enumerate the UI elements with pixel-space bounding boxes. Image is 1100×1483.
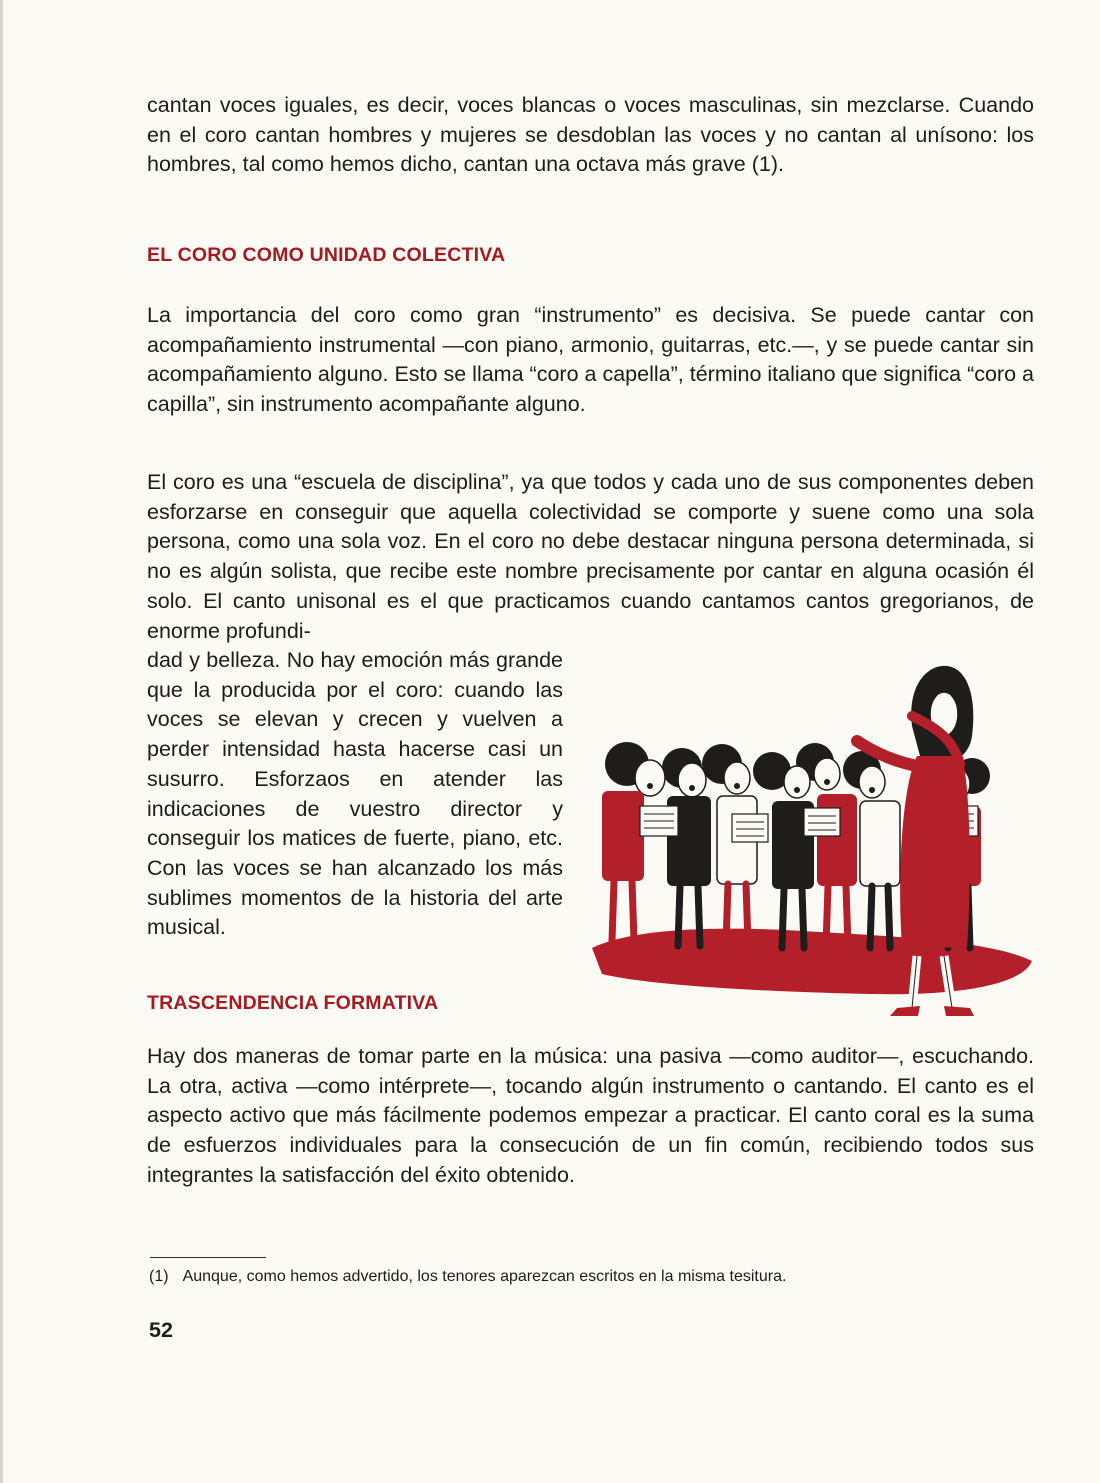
heading-coro-unidad-colectiva: EL CORO COMO UNIDAD COLECTIVA — [147, 244, 506, 266]
page-number: 52 — [149, 1318, 173, 1342]
footnote-divider — [150, 1257, 266, 1258]
paragraph-maneras-musica: Hay dos maneras de tomar parte en la música: una pasiva —como auditor—, escuchando. La otra, activa —como intérprete—, tocando algún instrumento o cantando. El canto es el aspecto activo que más fácilmente podemos empezar a practicar. El canto coral es la suma de esfuerzos individuales para la consecución de un fin común, recibiendo todos sus integrantes la satisfacción del éxito obtenido. — [147, 1044, 1034, 1187]
paragraph-voices: cantan voces iguales, es decir, voces blancas o voces masculinas, sin mezclarse. Cuando en el coro cantan hombres y mujeres se desdoblan las voces y no cantan al unísono: los hombres, tal como hemos dicho, cantan una octava más grave (1). — [147, 93, 1034, 177]
children-choir-with-conductor-icon — [572, 656, 1038, 1026]
footnote-mark: (1) — [149, 1268, 169, 1285]
paragraph-emocion: dad y belleza. No hay emoción más grande que la producida por el coro: cuando las voces se elevan y crecen y vuelven a perder intensidad hasta hacerse casi un susurro. Esforzaos en atender las indicaciones de vuestro director y conseguir los matices de fuerte, piano, etc. Con las voces se han alcanzado los más sublimes momentos de la historia del arte musical. — [147, 648, 563, 940]
paragraph-instrumento: La importancia del coro como gran “instrumento” es decisiva. Se puede cantar con acompañamiento instrumental —con piano, armonio, guitarras, etc.—, y se puede cantar sin acompañamiento alguno. Esto se llama “coro a capella”, término italiano que significa “coro a capilla”, sin instrumento acompañante alguno. — [147, 303, 1034, 417]
paragraph-disciplina: El coro es una “escuela de disciplina”, ya que todos y cada uno de sus componentes deben esforzarse en conseguir que aquella colectividad se comporte y suene como una sola persona, como una sola voz. En el coro no debe destacar ninguna persona determinada, si no es algún solista, que recibe este nombre precisamente por cantar en alguna ocasión él solo. El canto unisonal es el que practicamos cuando cantamos cantos gregorianos, de enorme profundi- — [147, 470, 1034, 643]
page-edge-shadow — [0, 0, 3, 1483]
footnote-text: Aunque, como hemos advertido, los tenores aparezcan escritos en la misma tesitura. — [182, 1268, 787, 1285]
footnote — [149, 1268, 1039, 1286]
heading-trascendencia-formativa: TRASCENDENCIA FORMATIVA — [147, 992, 439, 1014]
